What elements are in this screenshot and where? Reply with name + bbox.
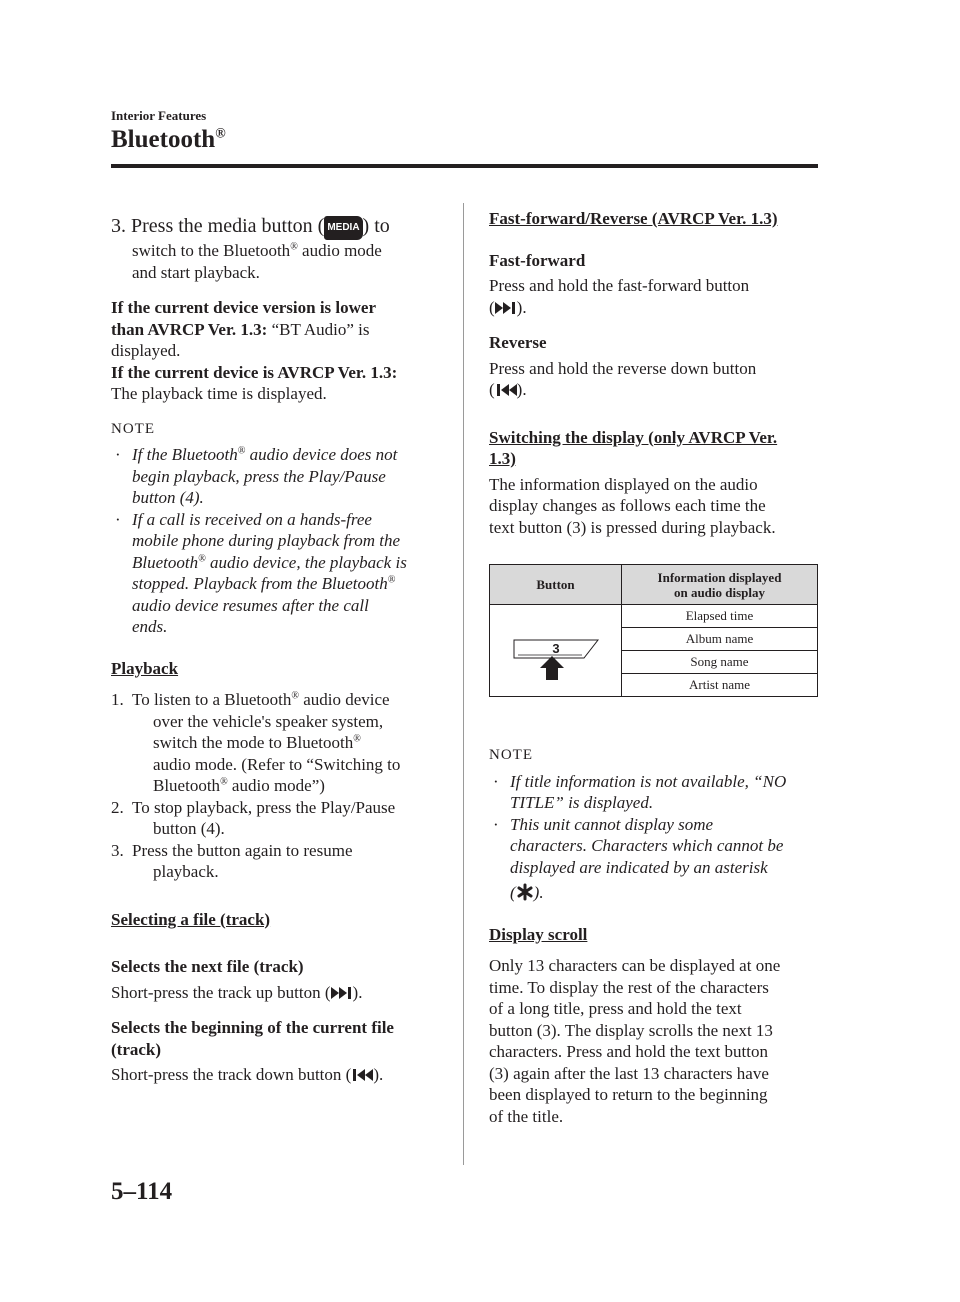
table-header-info: Information displayed on audio display xyxy=(622,565,818,605)
begin-file-head-2: (track) xyxy=(111,1039,162,1059)
page-title xyxy=(111,126,226,154)
scroll-text: button (3). The display scrolls the next 13 xyxy=(489,1020,773,1040)
note-item: · If title information is not available, “NO TITLE” is displayed. xyxy=(493,771,787,812)
track-down-icon xyxy=(351,1067,373,1083)
track-up-icon xyxy=(331,985,353,1001)
display-scroll-heading: Display scroll xyxy=(489,924,588,944)
scroll-text: (3) again after the last 13 characters have xyxy=(489,1063,769,1083)
text-button-illustration xyxy=(490,605,622,697)
condition-1-head: If the current device version is lower xyxy=(111,298,377,317)
button-number-label: 3 xyxy=(551,641,560,657)
switch-display-heading-2: 1.3) xyxy=(489,449,516,468)
scroll-text: of the title. xyxy=(489,1106,564,1126)
playback-step-1: 1. To listen to a Bluetooth® audio device over the vehicle's speaker system, switch the mode to Bluetooth® audio mode. (Refer to “Switching to Bluetooth® audio mode”) xyxy=(111,690,401,795)
playback-heading: Playback xyxy=(111,658,179,678)
condition-1-cont: displayed. xyxy=(111,341,181,360)
switch-text-3: text button (3) is pressed during playback. xyxy=(489,517,776,537)
scroll-text: Only 13 characters can be displayed at one xyxy=(489,956,781,975)
switch-display-heading: Switching the display (only AVRCP Ver. xyxy=(489,427,778,447)
note-label: NOTE xyxy=(111,420,155,437)
column-divider xyxy=(463,203,464,1165)
note-label: NOTE xyxy=(489,747,533,763)
fast-forward-text: Press and hold the fast-forward button xyxy=(489,276,750,295)
registered-mark: ® xyxy=(215,126,226,142)
left-column xyxy=(111,214,441,1086)
switch-text-2: display changes as follows each time the xyxy=(489,496,766,515)
reverse-text-2: ( ). xyxy=(489,380,527,399)
scroll-text: characters. Press and hold the text button xyxy=(489,1042,769,1061)
scroll-text: time. To display the rest of the characters xyxy=(489,977,769,997)
fast-forward-icon xyxy=(495,300,517,316)
bullet-icon: · xyxy=(493,771,499,791)
step-3-cont: switch to the Bluetooth® audio mode xyxy=(132,241,382,260)
playback-step-2: 2. To stop playback, press the Play/Pause button (4). xyxy=(111,797,396,838)
condition-2-head: If the current device is AVRCP Ver. 1.3: xyxy=(111,362,398,382)
condition-1: than AVRCP Ver. 1.3: “BT Audio” is xyxy=(111,319,370,339)
next-file-text: Short-press the track up button ( ). xyxy=(111,982,363,1002)
asterisk-icon xyxy=(516,883,534,901)
condition-2: The playback time is displayed. xyxy=(111,384,327,403)
table-row: Album name xyxy=(622,628,818,651)
step-3-line: 3. Press the media button ( MEDIA ) to xyxy=(111,214,441,240)
header-rule xyxy=(111,164,818,168)
note-item: · If the Bluetooth® audio device does not begin playback, press the Play/Pause button (4). xyxy=(115,445,398,507)
table-row: Song name xyxy=(622,651,818,674)
switch-text: The information displayed on the audio xyxy=(489,474,758,494)
step-3-cont-2: and start playback. xyxy=(132,262,260,282)
table-header-button: Button xyxy=(490,565,622,605)
scroll-text: of a long title, press and hold the text xyxy=(489,999,742,1018)
next-file-head: Selects the next file (track) xyxy=(111,957,304,976)
begin-file-text: Short-press the track down button ( ). xyxy=(111,1065,384,1084)
bullet-icon: · xyxy=(115,509,121,529)
selecting-file-heading: Selecting a file (track) xyxy=(111,909,271,929)
press-arrow-icon xyxy=(540,656,564,680)
page-title-text: Bluetooth xyxy=(111,126,216,153)
page-number: 5–114 xyxy=(111,1178,173,1205)
media-button-icon: MEDIA xyxy=(324,216,362,240)
scroll-text: been displayed to return to the beginning xyxy=(489,1085,768,1104)
fast-forward-text-2: ( ). xyxy=(489,297,527,317)
table-row: Elapsed time xyxy=(622,605,818,628)
table-row: Artist name xyxy=(622,674,818,697)
note-item: · This unit cannot display some characters. Characters which cannot be displayed are indicated by an asterisk ( ). xyxy=(493,814,784,902)
begin-file-head: Selects the beginning of the current file xyxy=(111,1018,394,1037)
right-column xyxy=(489,208,819,1127)
ffrev-heading: Fast-forward/Reverse (AVRCP Ver. 1.3) xyxy=(489,209,778,228)
reverse-icon xyxy=(495,382,517,398)
playback-step-3: 3. Press the button again to resume playback. xyxy=(111,840,353,881)
section-label: Interior Features xyxy=(111,108,207,123)
fast-forward-head: Fast-forward xyxy=(489,250,586,270)
reverse-head: Reverse xyxy=(489,333,547,352)
bullet-icon: · xyxy=(493,814,499,834)
bullet-icon: · xyxy=(115,445,121,464)
reverse-text: Press and hold the reverse down button xyxy=(489,358,757,378)
note-item: · If a call is received on a hands-free mobile phone during playback from the Bluetooth® audio device, the playback is stopped. Playback from the Bluetooth® audio device resumes after the call ends. xyxy=(115,509,407,636)
text-button-diagram xyxy=(510,612,602,682)
display-info-table xyxy=(489,564,818,697)
